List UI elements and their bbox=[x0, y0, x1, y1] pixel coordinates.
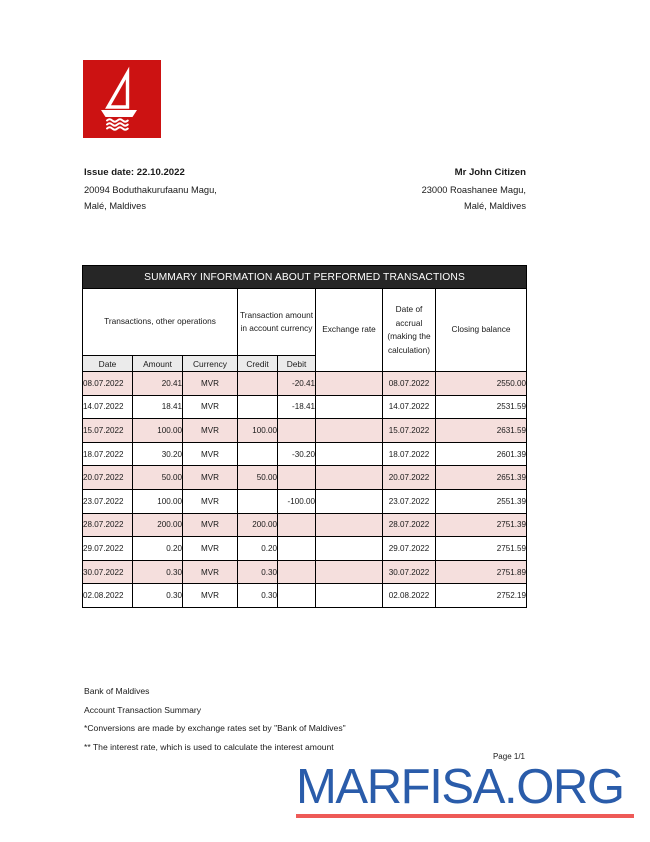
cell-exchange-rate bbox=[316, 584, 383, 608]
cell-closing-balance: 2751.39 bbox=[436, 513, 527, 537]
cell-currency: MVR bbox=[183, 466, 238, 490]
cell-exchange-rate bbox=[316, 537, 383, 561]
cell-date: 23.07.2022 bbox=[83, 489, 133, 513]
cell-exchange-rate bbox=[316, 442, 383, 466]
recipient-address-line-2: Malé, Maldives bbox=[463, 201, 526, 211]
cell-credit: 100.00 bbox=[238, 419, 278, 443]
cell-amount: 0.30 bbox=[133, 584, 183, 608]
cell-debit: -100.00 bbox=[278, 489, 316, 513]
cell-credit: 200.00 bbox=[238, 513, 278, 537]
cell-closing-balance: 2751.59 bbox=[436, 537, 527, 561]
cell-credit: 0.30 bbox=[238, 560, 278, 584]
cell-debit: -18.41 bbox=[278, 395, 316, 419]
group-header-transactions: Transactions, other operations bbox=[83, 289, 238, 356]
cell-debit bbox=[278, 466, 316, 490]
cell-credit: 50.00 bbox=[238, 466, 278, 490]
cell-exchange-rate bbox=[316, 419, 383, 443]
bank-logo bbox=[83, 60, 161, 138]
cell-credit: 0.30 bbox=[238, 584, 278, 608]
cell-accrual-date: 30.07.2022 bbox=[383, 560, 436, 584]
cell-amount: 0.20 bbox=[133, 537, 183, 561]
cell-accrual-date: 29.07.2022 bbox=[383, 537, 436, 561]
transactions-table bbox=[82, 265, 527, 608]
cell-exchange-rate bbox=[316, 466, 383, 490]
table-group-header-row bbox=[83, 289, 527, 356]
sub-header-credit: Credit bbox=[238, 356, 278, 372]
sub-header-currency: Currency bbox=[183, 356, 238, 372]
cell-currency: MVR bbox=[183, 513, 238, 537]
watermark-rule bbox=[296, 814, 634, 818]
group-header-date-of-accrual: Date of accrual (making the calculation) bbox=[383, 289, 436, 372]
group-header-closing-balance: Closing balance bbox=[436, 289, 527, 372]
cell-amount: 18.41 bbox=[133, 395, 183, 419]
cell-exchange-rate bbox=[316, 513, 383, 537]
cell-closing-balance: 2651.39 bbox=[436, 466, 527, 490]
sub-header-date: Date bbox=[83, 356, 133, 372]
footer-note-interest: ** The interest rate, which is used to calculate the interest amount bbox=[84, 741, 334, 752]
cell-date: 15.07.2022 bbox=[83, 419, 133, 443]
cell-credit: 0.20 bbox=[238, 537, 278, 561]
cell-exchange-rate bbox=[316, 560, 383, 584]
cell-accrual-date: 02.08.2022 bbox=[383, 584, 436, 608]
table-row bbox=[83, 466, 527, 490]
cell-closing-balance: 2751.89 bbox=[436, 560, 527, 584]
cell-debit bbox=[278, 513, 316, 537]
cell-currency: MVR bbox=[183, 419, 238, 443]
table-row bbox=[83, 584, 527, 608]
cell-accrual-date: 28.07.2022 bbox=[383, 513, 436, 537]
cell-exchange-rate bbox=[316, 489, 383, 513]
cell-credit bbox=[238, 442, 278, 466]
table-row bbox=[83, 513, 527, 537]
footer-bank-name: Bank of Maldives bbox=[84, 686, 150, 696]
watermark bbox=[296, 762, 644, 818]
cell-amount: 20.41 bbox=[133, 372, 183, 396]
cell-currency: MVR bbox=[183, 584, 238, 608]
cell-currency: MVR bbox=[183, 395, 238, 419]
cell-currency: MVR bbox=[183, 537, 238, 561]
table-body bbox=[83, 372, 527, 608]
issue-date: Issue date: 22.10.2022 bbox=[84, 167, 185, 178]
cell-closing-balance: 2752.19 bbox=[436, 584, 527, 608]
cell-accrual-date: 18.07.2022 bbox=[383, 442, 436, 466]
cell-closing-balance: 2601.39 bbox=[436, 442, 527, 466]
table-row bbox=[83, 419, 527, 443]
table-row bbox=[83, 442, 527, 466]
recipient-address bbox=[422, 165, 526, 215]
cell-exchange-rate bbox=[316, 395, 383, 419]
sub-header-amount: Amount bbox=[133, 356, 183, 372]
cell-closing-balance: 2551.39 bbox=[436, 489, 527, 513]
table-title: SUMMARY INFORMATION ABOUT PERFORMED TRANSACTIONS bbox=[83, 266, 527, 289]
cell-debit: -30.20 bbox=[278, 442, 316, 466]
issuer-address-line-2: Malé, Maldives bbox=[84, 201, 147, 211]
cell-amount: 200.00 bbox=[133, 513, 183, 537]
cell-closing-balance: 2631.59 bbox=[436, 419, 527, 443]
cell-credit bbox=[238, 395, 278, 419]
group-header-amount-account-currency: Transaction amount in account currency bbox=[238, 289, 316, 356]
issuer-address bbox=[84, 165, 217, 215]
cell-amount: 0.30 bbox=[133, 560, 183, 584]
recipient-name: Mr John Citizen bbox=[454, 167, 526, 178]
cell-accrual-date: 20.07.2022 bbox=[383, 466, 436, 490]
cell-amount: 50.00 bbox=[133, 466, 183, 490]
table-title-row bbox=[83, 266, 527, 289]
footer-note-conversions: *Conversions are made by exchange rates set by "Bank of Maldives" bbox=[84, 723, 346, 733]
cell-date: 29.07.2022 bbox=[83, 537, 133, 561]
issuer-address-line-1: 20094 Boduthakurufaanu Magu, bbox=[84, 184, 217, 195]
cell-debit bbox=[278, 537, 316, 561]
sailboat-icon bbox=[83, 60, 161, 138]
cell-currency: MVR bbox=[183, 372, 238, 396]
group-header-exchange-rate: Exchange rate bbox=[316, 289, 383, 372]
cell-closing-balance: 2550.00 bbox=[436, 372, 527, 396]
cell-currency: MVR bbox=[183, 442, 238, 466]
cell-debit bbox=[278, 560, 316, 584]
address-block bbox=[84, 165, 526, 215]
page-number: Page 1/1 bbox=[492, 752, 525, 761]
cell-date: 30.07.2022 bbox=[83, 560, 133, 584]
recipient-address-line-1: 23000 Roashanee Magu, bbox=[421, 184, 526, 195]
watermark-text: MARFISA.ORG bbox=[296, 760, 624, 814]
cell-debit: -20.41 bbox=[278, 372, 316, 396]
cell-accrual-date: 15.07.2022 bbox=[383, 419, 436, 443]
table-row bbox=[83, 489, 527, 513]
cell-accrual-date: 14.07.2022 bbox=[383, 395, 436, 419]
cell-date: 02.08.2022 bbox=[83, 584, 133, 608]
footer-document-type: Account Transaction Summary bbox=[84, 704, 202, 715]
cell-date: 18.07.2022 bbox=[83, 442, 133, 466]
cell-amount: 100.00 bbox=[133, 489, 183, 513]
cell-date: 28.07.2022 bbox=[83, 513, 133, 537]
table-row bbox=[83, 372, 527, 396]
table-row bbox=[83, 560, 527, 584]
cell-date: 08.07.2022 bbox=[83, 372, 133, 396]
cell-credit bbox=[238, 489, 278, 513]
cell-date: 14.07.2022 bbox=[83, 395, 133, 419]
cell-credit bbox=[238, 372, 278, 396]
cell-date: 20.07.2022 bbox=[83, 466, 133, 490]
cell-closing-balance: 2531.59 bbox=[436, 395, 527, 419]
sub-header-debit: Debit bbox=[278, 356, 316, 372]
cell-currency: MVR bbox=[183, 489, 238, 513]
cell-accrual-date: 08.07.2022 bbox=[383, 372, 436, 396]
cell-accrual-date: 23.07.2022 bbox=[383, 489, 436, 513]
cell-currency: MVR bbox=[183, 560, 238, 584]
table-row bbox=[83, 395, 527, 419]
cell-debit bbox=[278, 419, 316, 443]
cell-amount: 30.20 bbox=[133, 442, 183, 466]
footer-notes bbox=[84, 682, 346, 756]
table-row bbox=[83, 537, 527, 561]
cell-amount: 100.00 bbox=[133, 419, 183, 443]
cell-exchange-rate bbox=[316, 372, 383, 396]
cell-debit bbox=[278, 584, 316, 608]
